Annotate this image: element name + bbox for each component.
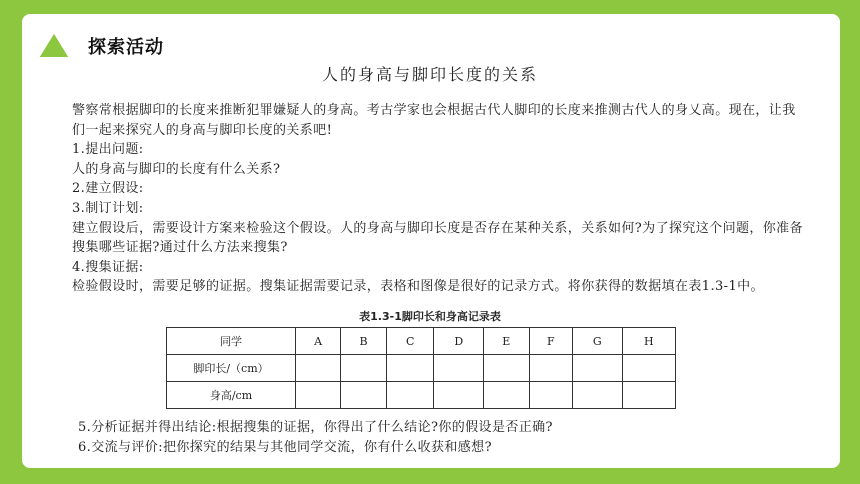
table-cell[interactable] [529,355,573,382]
table-cell[interactable] [434,382,484,409]
table-header-cell: C [386,328,434,355]
section-title: 探索活动 [88,37,164,58]
table-cell[interactable] [622,382,675,409]
table-cell[interactable] [573,382,622,409]
table-cell[interactable] [341,355,387,382]
table-caption: 表1.3-1脚印长和身高记录表 [359,310,501,323]
table-cell[interactable] [296,355,341,382]
step6-text: 6.交流与评价:把你探究的结果与其他同学交流，你有什么收获和感想? [78,440,492,455]
step3-title: 3.制订计划: [72,200,144,216]
record-table [166,327,676,409]
triangle-icon [36,30,72,60]
table-header-cell: 同学 [167,328,296,355]
table-cell[interactable] [622,355,675,382]
table-header-cell: B [341,328,387,355]
conclusion-text [78,418,818,458]
body-text [72,101,808,297]
table-cell[interactable] [434,355,484,382]
table-cell[interactable] [529,382,573,409]
step1-text: 人的身高与脚印的长度有什么关系? [72,161,281,177]
table-header-cell: A [296,328,341,355]
table-header-cell: D [434,328,484,355]
table-row-height [167,382,676,409]
table-cell[interactable] [386,382,434,409]
table-header-cell: F [529,328,573,355]
step1-title: 1.提出问题: [72,142,144,158]
table-header-row [167,328,676,355]
table-cell[interactable] [484,355,530,382]
row-label-footprint: 脚印长/（cm） [167,355,296,382]
page-title: 人的身高与脚印长度的关系 [321,65,538,84]
table-cell[interactable] [484,382,530,409]
table-row-footprint [167,355,676,382]
table-header-cell: E [484,328,530,355]
step4-title: 4.搜集证据: [72,259,144,275]
table-cell[interactable] [296,382,341,409]
row-label-height: 身高/cm [167,382,296,409]
intro-paragraph: 警察常根据脚印的长度来推断犯罪嫌疑人的身高。考古学家也会根据古代人脚印的长度来推测古代人的身乂高。现在，让我们一起来探究人的身高与脚印长度的关系吧! [72,103,796,138]
step5-text: 5.分析证据并得出结论:根据搜集的证据，你得出了什么结论?你的假设是否正确? [78,420,553,435]
step3-text: 建立假设后，需要设计方案来检验这个假设。人的身高与脚印长度是否存在某种关系，关系如何?为了探究这个问题，你准备搜集哪些证据?通过什么方法来搜集? [72,220,803,256]
table-header-cell: H [622,328,675,355]
table-cell[interactable] [341,382,387,409]
table-cell[interactable] [573,355,622,382]
table-cell[interactable] [386,355,434,382]
step4-text: 检验假设时，需要足够的证据。搜集证据需要记录，表格和图像是很好的记录方式。将你获得的数据填在表1.3-1中。 [72,279,764,295]
step2-title: 2.建立假设: [72,181,144,197]
table-header-cell: G [573,328,622,355]
